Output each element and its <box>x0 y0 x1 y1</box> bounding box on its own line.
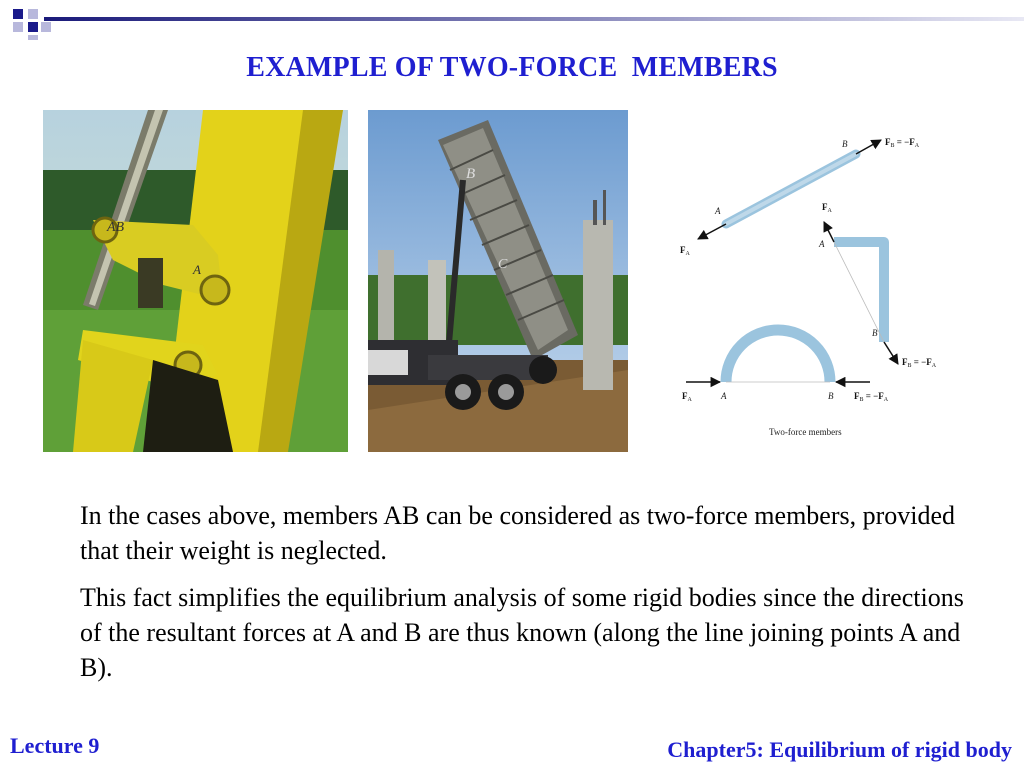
label-b-top: B <box>842 139 848 149</box>
svg-text:FB = −FA: $F_B = -F_A$ <box>885 137 920 149</box>
footer-chapter: Chapter5: Equilibrium of rigid body <box>667 737 1012 762</box>
label-fa-mid: F <box>822 202 828 212</box>
diagram-caption: Two-force members <box>769 427 842 437</box>
svg-text:FA: $F_A$ <box>822 202 832 214</box>
excavator-photo <box>43 110 348 452</box>
label-b-arc: B <box>828 391 834 401</box>
label-a-arc: A <box>721 391 727 401</box>
label-fb-mid: F <box>902 357 908 367</box>
header-decoration <box>0 0 1024 40</box>
photo-label-c: C <box>498 257 508 272</box>
arch-member <box>726 330 830 382</box>
force-fb-arrow-top <box>856 140 881 154</box>
force-fa-arrow-left <box>698 224 726 239</box>
label-fb-top: F <box>885 137 891 147</box>
svg-text:FB = −FA: $F_B = -F_A$ <box>854 391 889 403</box>
label-a-top: A <box>715 206 721 216</box>
svg-text:FA: $F_A$ <box>680 245 690 257</box>
label-fb-arc: F <box>854 391 860 401</box>
photo-label-b: B <box>466 166 476 182</box>
force-fa-arrow-mid <box>824 222 834 242</box>
svg-text:FB = −FA: $F_B = -F_A$ <box>902 357 937 369</box>
slide-title: EXAMPLE OF TWO-FORCE MEMBERS <box>246 52 778 83</box>
paragraph-1: In the cases above, members AB can be considered as two-force members, provided that their weight is neglected. <box>80 501 956 565</box>
two-force-diagram <box>666 112 972 447</box>
label-a-mid: A <box>819 239 825 249</box>
footer-lecture: Lecture 9 <box>10 733 100 758</box>
photo-label-ab: AB <box>107 220 125 235</box>
dumptruck-photo <box>368 110 628 452</box>
body-text <box>80 498 970 697</box>
label-b-mid: B <box>872 328 878 338</box>
force-fb-arrow-mid <box>884 342 898 364</box>
photo-label-a: A <box>193 262 201 277</box>
svg-text:FA: $F_A$ <box>682 391 692 403</box>
label-fa-arc: F <box>682 391 688 401</box>
label-fa-left: F <box>680 245 686 255</box>
paragraph-2: This fact simplifies the equilibrium analysis of some rigid bodies since the directions of the resultant forces at A and B are thus known (along the line joining points A and B). <box>80 583 964 682</box>
